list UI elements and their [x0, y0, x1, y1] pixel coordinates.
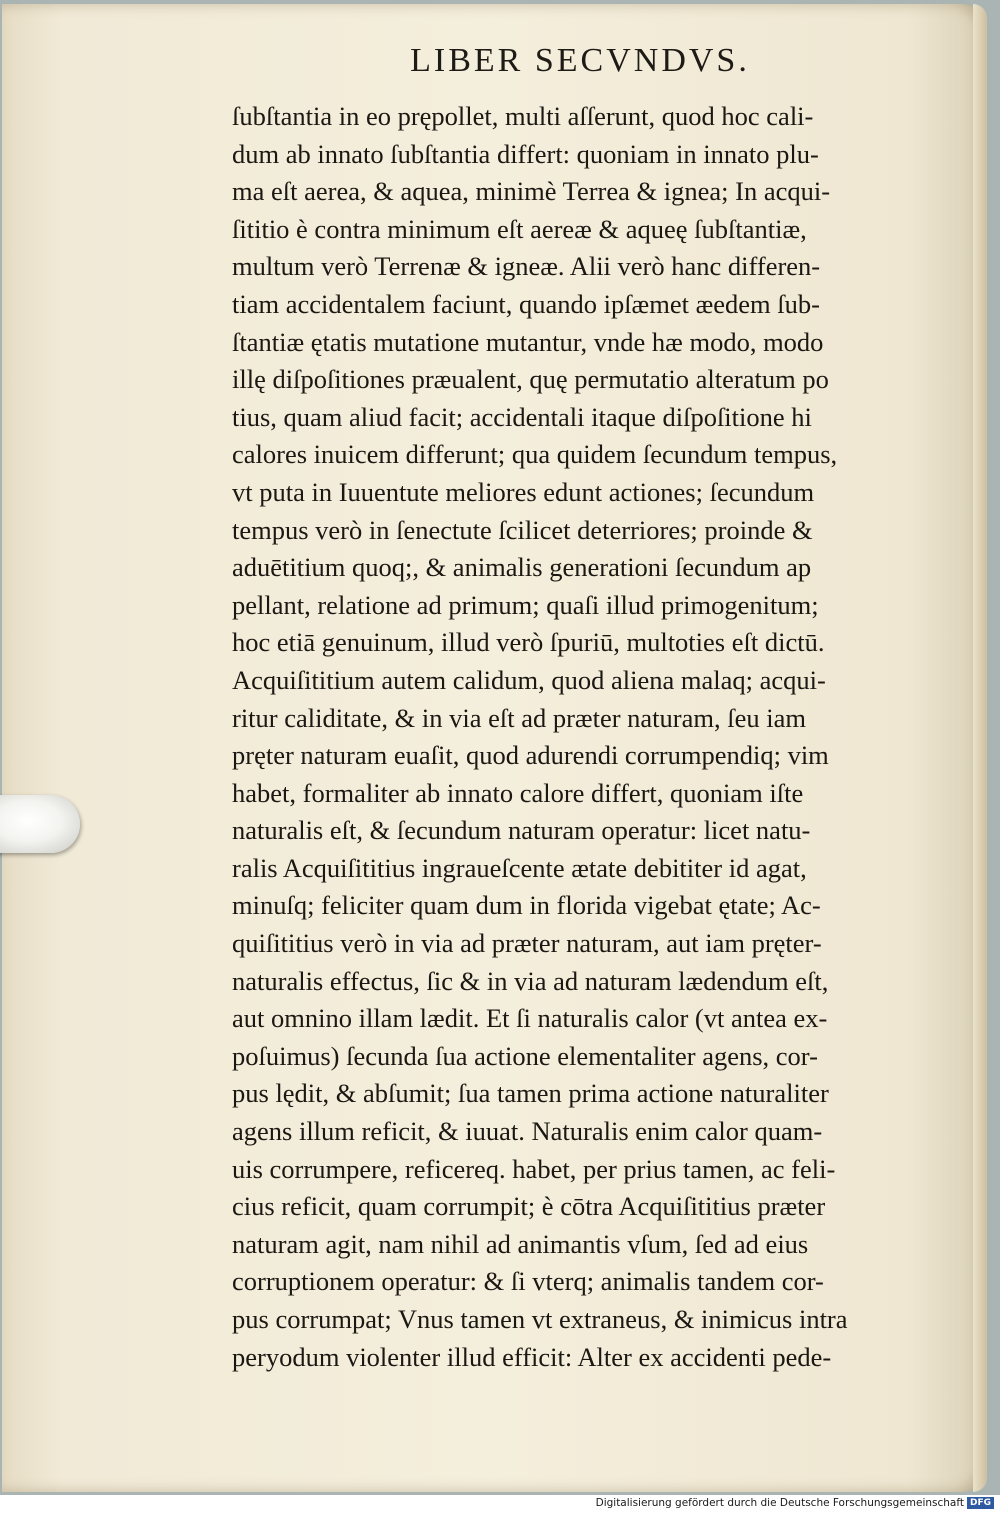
text-line: hoc etiā genuinum, illud verò ſpuriū, multoties eſt dictū.	[232, 627, 825, 658]
text-line: multum verò Terrenæ & igneæ. Alii verò hanc differen-	[232, 251, 821, 282]
page-clip-tab	[0, 795, 80, 853]
text-line: tiam accidentalem faciunt, quando ipſæmet æedem ſub-	[232, 288, 820, 319]
text-line: aduētitium quoq;, & animalis generationi ſecundum ap	[232, 552, 812, 583]
text-line: ma eſt aerea, & aquea, minimè Terrea & ignea; In acqui-	[232, 176, 831, 207]
text-line: tius, quam aliud facit; accidentali itaque diſpoſitione hi	[232, 401, 812, 432]
footer-bar	[0, 1495, 1000, 1513]
text-line: quiſititius verò in via ad præter naturam, aut iam pręter-	[232, 928, 822, 959]
text-line: ſtantiæ ętatis mutatione mutantur, vnde hæ modo, modo	[232, 326, 824, 357]
text-line: pus corrumpat; Vnus tamen vt extraneus, & inimicus intra	[232, 1304, 848, 1334]
dfg-logo: DFG	[967, 1497, 994, 1509]
text-line: dum ab innato ſubſtantia differt: quoniam in innato plu-	[232, 138, 819, 169]
text-line: pus lędit, & abſumit; ſua tamen prima actione naturaliter	[232, 1078, 829, 1109]
running-head: LIBER SECVNDVS.	[410, 42, 750, 79]
page-edge	[973, 4, 987, 1492]
body-text	[232, 98, 922, 1376]
text-line: tempus verò in ſenectute ſcilicet deterriores; proinde &	[232, 514, 813, 545]
text-line: naturalis eſt, & ſecundum naturam operatur: licet natu-	[232, 815, 811, 846]
text-line: naturam agit, nam nihil ad animantis vſum, ſed ad eius	[232, 1228, 809, 1259]
text-line: cius reficit, quam corrumpit; è cōtra Acquiſititius præter	[232, 1191, 826, 1222]
text-line: naturalis effectus, ſic & in via ad naturam lædendum eſt,	[232, 965, 829, 996]
text-line: agens illum reficit, & iuuat. Naturalis enim calor quam-	[232, 1116, 823, 1147]
text-line: peryodum violenter illud efficit: Alter ex accidenti pede-	[232, 1341, 832, 1372]
text-line: calores inuicem differunt; qua quidem ſecundum tempus,	[232, 439, 838, 470]
text-line: vt puta in Iuuentute meliores edunt actiones; ſecundum	[232, 476, 815, 507]
text-line: uis corrumpere, reficereq. habet, per prius tamen, ac feli-	[232, 1153, 836, 1184]
text-line: ſititio è contra minimum eſt aereæ & aqueę ſubſtantiæ,	[232, 213, 807, 244]
text-line: minuſq; feliciter quam dum in florida vigebat ętate; Ac-	[232, 890, 821, 921]
text-line: ritur caliditate, & in via eſt ad præter naturam, ſeu iam	[232, 702, 806, 733]
funding-notice: Digitalisierung gefördert durch die Deutsche Forschungsgemeinschaft	[595, 1497, 964, 1509]
text-line: illę diſpoſitiones præualent, quę permutatio alteratum po	[232, 364, 829, 395]
text-line: poſuimus) ſecunda ſua actione elementaliter agens, cor-	[232, 1040, 818, 1071]
text-line: ralis Acquiſititius ingraueſcente ætate debititer id agat,	[232, 852, 807, 883]
text-line: ſubſtantia in eo prępollet, multi aſſerunt, quod hoc cali-	[232, 101, 814, 131]
text-line: pellant, relatione ad primum; quaſi illud primogenitum;	[232, 589, 819, 620]
text-line: pręter naturam euaſit, quod adurendi corrumpendiq; vim	[232, 740, 829, 771]
text-line: Acquiſititium autem calidum, quod aliena malaq; acqui-	[232, 664, 826, 695]
text-line: corruptionem operatur: & ſi vterq; animalis tandem cor-	[232, 1266, 824, 1297]
text-line: habet, formaliter ab innato calore differt, quoniam iſte	[232, 777, 804, 808]
text-line: aut omnino illam lædit. Et ſi naturalis calor (vt antea ex-	[232, 1003, 828, 1034]
